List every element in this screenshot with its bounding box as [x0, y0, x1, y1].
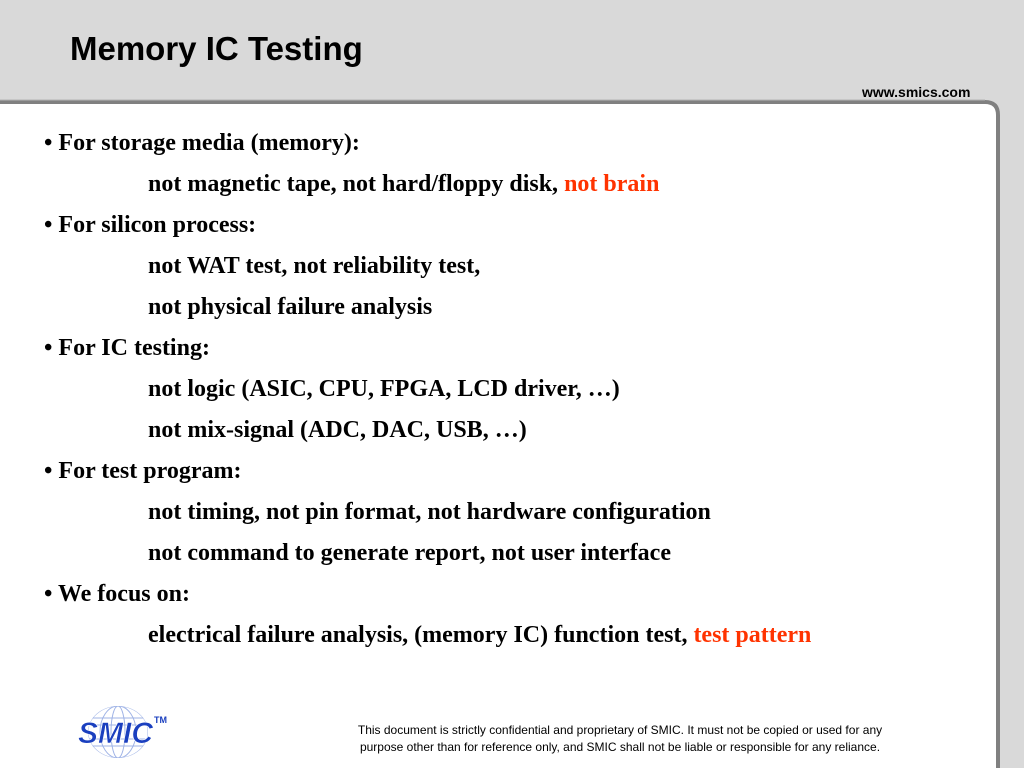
- logo-trademark: TM: [154, 715, 167, 725]
- sub-line-command: not command to generate report, not user interface: [148, 540, 671, 566]
- sub-line-logic: not logic (ASIC, CPU, FPGA, LCD driver, …): [148, 376, 620, 402]
- sub-line-wat: not WAT test, not reliability test,: [148, 253, 481, 279]
- bullet-storage-media: • For storage media (memory):: [44, 130, 360, 156]
- sub-line-storage: [148, 170, 659, 198]
- slide-title: Memory IC Testing: [70, 30, 363, 67]
- sub-line-focus: [148, 621, 811, 649]
- sub-line-timing: not timing, not pin format, not hardware configuration: [148, 499, 711, 525]
- disclaimer-line-1: This document is strictly confidential and proprietary of SMIC. It must not be copied or used for any: [357, 723, 883, 737]
- sub-text: electrical failure analysis, (memory IC) function test,: [148, 622, 694, 648]
- accent-test-pattern: test pattern: [693, 622, 812, 648]
- sub-text: not magnetic tape, not hard/floppy disk,: [148, 171, 565, 197]
- logo-wordmark: SMIC: [78, 717, 153, 750]
- bullet-silicon-process: • For silicon process:: [44, 212, 257, 238]
- sub-line-physical-failure: not physical failure analysis: [148, 294, 433, 320]
- smic-logo: [74, 700, 184, 760]
- bullet-we-focus-on: • We focus on:: [44, 581, 190, 607]
- confidentiality-disclaimer: [300, 722, 940, 756]
- bullet-ic-testing: • For IC testing:: [44, 335, 210, 361]
- disclaimer-line-2: purpose other than for reference only, and SMIC shall not be liable or responsible for any reliance.: [359, 740, 881, 754]
- accent-not-brain: not brain: [564, 171, 660, 197]
- website-url: www.smics.com: [862, 84, 971, 100]
- sub-line-mix-signal: not mix-signal (ADC, DAC, USB, …): [148, 417, 527, 443]
- bullet-test-program: • For test program:: [44, 458, 242, 484]
